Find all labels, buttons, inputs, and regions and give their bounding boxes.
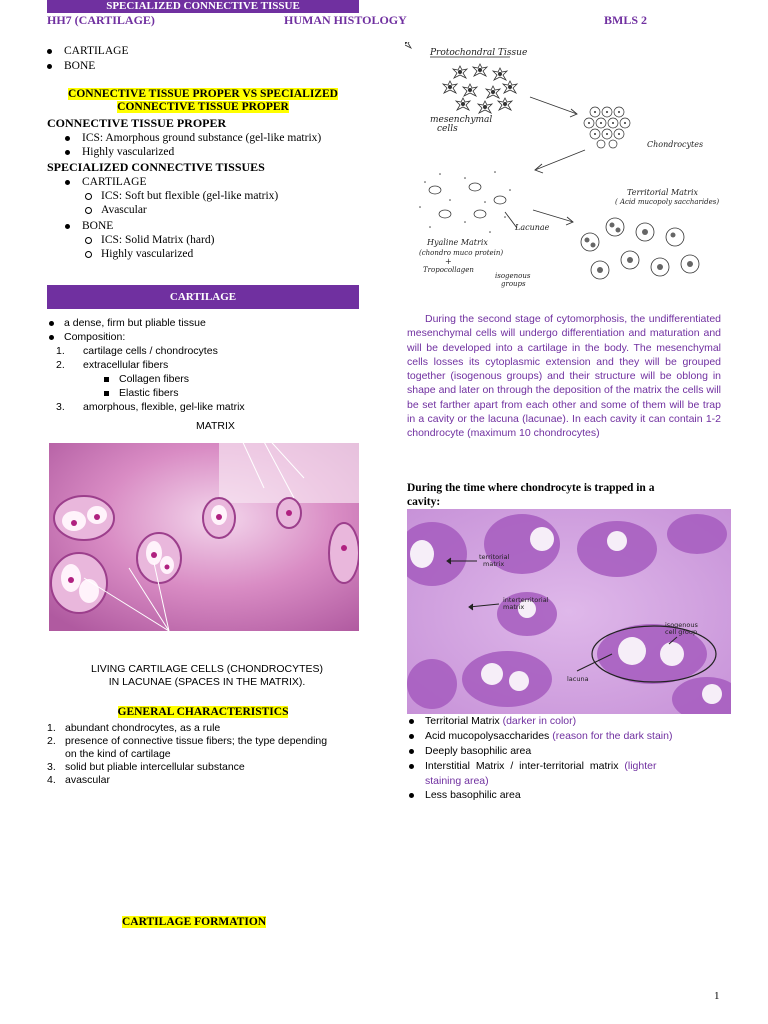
proper-list	[65, 131, 365, 159]
matrix-label: MATRIX	[196, 420, 235, 432]
list-number: 2.	[47, 735, 56, 747]
label-matrix1: matrix	[483, 560, 505, 568]
list-number: 2.	[56, 359, 65, 371]
bullet-icon	[409, 719, 414, 724]
list-item-note: (darker in color)	[502, 715, 577, 727]
list-item: a dense, firm but pliable tissue	[64, 317, 206, 329]
square-bullet-icon	[104, 377, 109, 382]
list-item-note: staining area)	[425, 775, 489, 787]
sketch-isogenous1: isogenous	[495, 272, 531, 280]
list-item: Avascular	[101, 204, 147, 216]
general-list	[47, 722, 367, 787]
list-item: amorphous, flexible, gel-like matrix	[83, 401, 245, 413]
list-item-note: (lighter	[624, 760, 657, 772]
list-item: BONE	[64, 60, 96, 72]
list-item: CARTILAGE	[64, 45, 129, 57]
comparison-title	[47, 88, 359, 114]
sketch-acid: ( Acid mucopoly saccharides)	[615, 198, 720, 206]
list-item: Highly vascularized	[101, 248, 194, 260]
general-title-text: GENERAL CHARACTERISTICS	[117, 706, 289, 718]
caption-line: LIVING CARTILAGE CELLS (CHONDROCYTES)	[90, 663, 324, 675]
caption-line: IN LACUNAE (SPACES IN THE MATRIX).	[108, 676, 306, 688]
micrograph-caption	[57, 663, 357, 689]
circle-bullet-icon	[85, 251, 92, 258]
cartilage-micrograph	[49, 443, 359, 631]
trapped-heading	[407, 481, 721, 509]
bullet-icon	[65, 150, 70, 155]
label-isogenous: isogenous	[665, 621, 698, 629]
program-name: BMLS 2	[604, 13, 648, 27]
list-item-note: (reason for the dark stain)	[552, 730, 673, 742]
list-item: Composition:	[64, 331, 126, 343]
label-matrix2: matrix	[503, 603, 525, 611]
list-number: 1.	[47, 722, 56, 734]
bullet-icon	[47, 49, 52, 54]
list-item: Acid mucopolysaccharides	[425, 730, 553, 742]
bullet-icon	[65, 136, 70, 141]
list-item: solid but pliable intercellular substance	[65, 761, 245, 773]
list-item: ICS: Soft but flexible (gel-like matrix)	[101, 190, 279, 202]
comparison-title-line2: CONNECTIVE TISSUE PROPER	[117, 101, 289, 113]
sketch-cells: cells	[437, 124, 458, 134]
list-item: Interstitial Matrix / inter-territorial matrix	[425, 760, 625, 772]
formation-title	[122, 916, 266, 928]
list-item: Territorial Matrix	[425, 715, 503, 727]
list-item: Highly vascularized	[82, 146, 175, 158]
subject-name: HUMAN HISTOLOGY	[284, 13, 407, 27]
sketch-territorial: Territorial Matrix	[627, 188, 699, 197]
sketch-lacunae: Lacunae	[515, 223, 550, 232]
cartilage-list	[47, 316, 367, 414]
bullet-icon	[65, 224, 70, 229]
circle-bullet-icon	[85, 207, 92, 214]
bullet-icon	[65, 180, 70, 185]
list-item: Elastic fibers	[119, 387, 179, 399]
bullet-icon	[409, 793, 414, 798]
cartilage-banner: CARTILAGE	[47, 285, 359, 309]
matrix-list	[407, 714, 727, 803]
specialized-list	[65, 175, 365, 261]
list-number: 3.	[47, 761, 56, 773]
bullet-icon	[409, 749, 414, 754]
list-item: BONE	[82, 220, 114, 232]
sketch-chondrocytes: Chondrocytes	[647, 140, 704, 149]
list-number: 3.	[56, 401, 65, 413]
sketch-title: Protochondral Tissue	[430, 48, 528, 58]
list-item: cartilage cells / chondrocytes	[83, 345, 218, 357]
list-item: Deeply basophilic area	[425, 745, 532, 757]
sketch-chondro: (chondro muco protein)	[419, 249, 504, 257]
general-title	[47, 706, 359, 718]
label-lacuna: lacuna	[567, 675, 589, 683]
label-cellgroup: cell group	[665, 628, 698, 636]
label-interterritorial: interterritorial	[503, 596, 549, 604]
page-number: 1	[714, 990, 720, 1002]
list-item: avascular	[65, 774, 110, 786]
list-number: 1.	[56, 345, 65, 357]
list-item: ICS: Amorphous ground substance (gel-like matrix)	[82, 132, 322, 144]
square-bullet-icon	[104, 391, 109, 396]
list-number: 4.	[47, 774, 56, 786]
bullet-icon	[409, 764, 414, 769]
list-item: ICS: Solid Matrix (hard)	[101, 234, 215, 246]
comparison-title-line1: CONNECTIVE TISSUE PROPER VS SPECIALIZED	[68, 88, 338, 100]
list-item: extracellular fibers	[83, 359, 169, 371]
lacuna-micrograph	[407, 509, 731, 714]
formation-paragraph: During the second stage of cytomorphosis, the undifferentiated mesenchymal cells will undergo differentiation and maturation and will be developed into a cartilage in the body. The mesenchymal cells losses its cytoplasmic extension and they will be grouped together (isogenous groups) and their structure will be oblong in shape and later on through the deposition of the matrix the cells will be set farther apart from each other and some of them will be trap in a cavity or the lacuna (lacunae). In each cavity it can contain 1-2 chondrocyte (maximum 10 chondrocytes)	[407, 313, 721, 440]
course-code: HH7 (CARTILAGE)	[47, 13, 155, 27]
bullet-icon	[49, 335, 54, 340]
intro-list	[47, 44, 347, 74]
trapped-heading-line: During the time where chondrocyte is trapped in a	[407, 482, 655, 494]
title-banner: SPECIALIZED CONNECTIVE TISSUE	[47, 0, 359, 13]
sketch-hyaline: Hyaline Matrix	[427, 238, 488, 247]
bullet-icon	[47, 64, 52, 69]
sketch-plus: +	[445, 257, 452, 266]
cartilage-formation-sketch	[405, 42, 735, 292]
specialized-heading: SPECIALIZED CONNECTIVE TISSUES	[47, 160, 265, 174]
sketch-tropo: Tropocollagen	[423, 266, 474, 274]
label-territorial: territorial	[479, 553, 510, 561]
sketch-isogenous2: groups	[501, 280, 526, 288]
list-item: Less basophilic area	[425, 789, 521, 801]
proper-heading: CONNECTIVE TISSUE PROPER	[47, 116, 227, 130]
list-item: abundant chondrocytes, as a rule	[65, 722, 221, 734]
circle-bullet-icon	[85, 237, 92, 244]
list-item: Collagen fibers	[119, 373, 190, 385]
list-item: CARTILAGE	[82, 176, 147, 188]
list-item: presence of connective tissue fibers; the type depending	[65, 735, 328, 747]
bullet-icon	[49, 321, 54, 326]
bullet-icon	[409, 734, 414, 739]
sketch-mesenchymal: mesenchymal	[430, 115, 493, 125]
circle-bullet-icon	[85, 193, 92, 200]
list-item: on the kind of cartilage	[65, 748, 171, 760]
trapped-heading-line: cavity:	[407, 496, 441, 508]
formation-title-text: CARTILAGE FORMATION	[122, 916, 267, 928]
